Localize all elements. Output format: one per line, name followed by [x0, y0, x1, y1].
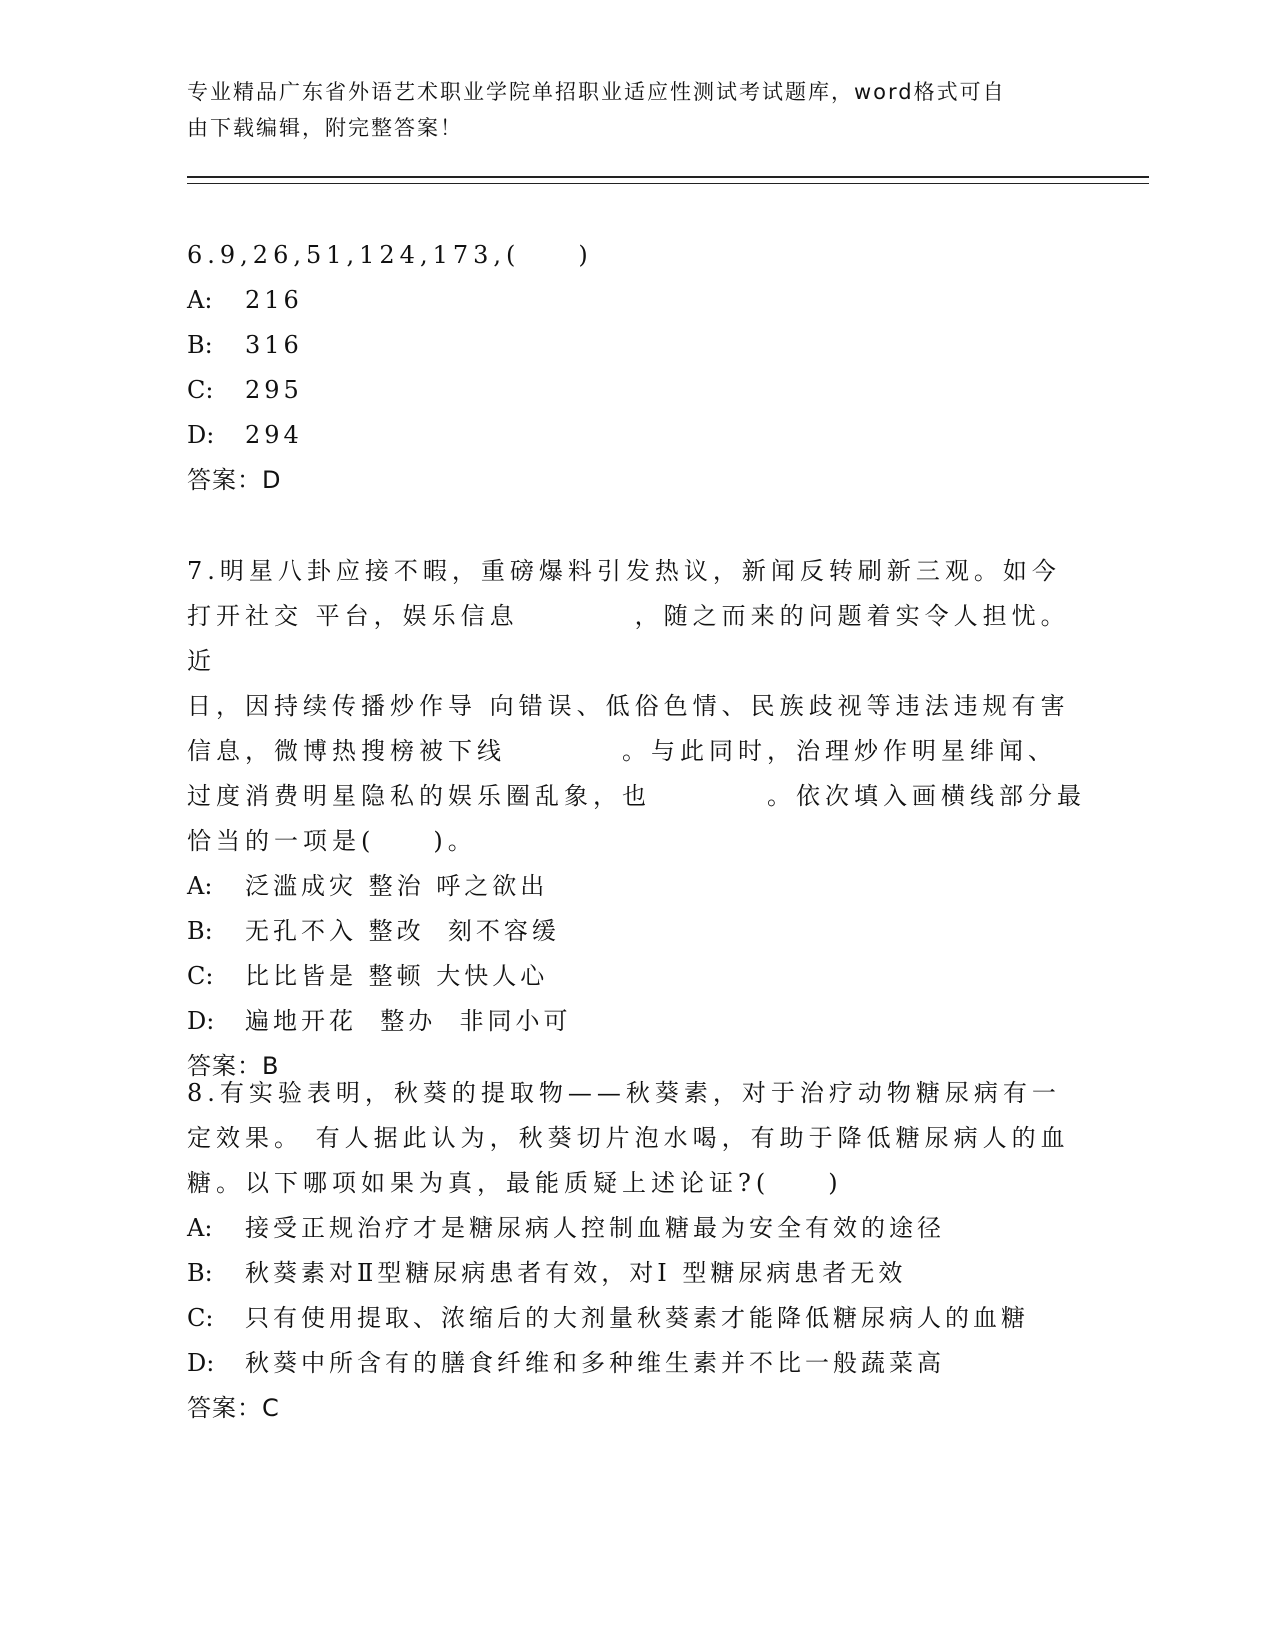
option-b	[187, 909, 1087, 954]
option-text: 秋葵素对Ⅱ型糖尿病患者有效，对Ⅰ 型糖尿病患者无效	[245, 1259, 907, 1287]
option-b	[187, 323, 1087, 368]
option-letter: A:	[187, 872, 213, 900]
header-line-1: 专业精品广东省外语艺术职业学院单招职业适应性测试考试题库，word格式可自	[187, 80, 1006, 104]
option-text: 294	[245, 421, 303, 449]
header-rule-thick	[187, 176, 1149, 178]
option-a	[187, 278, 1087, 323]
option-text: 比比皆是 整顿 大快人心	[245, 962, 549, 990]
option-text: 316	[245, 331, 303, 359]
option-letter: B:	[187, 1259, 213, 1287]
option-text: 遍地开花 整办 非同小可	[245, 1007, 572, 1035]
option-letter: D:	[187, 1349, 215, 1377]
option-letter: A:	[187, 1214, 213, 1242]
question-stem: 8.有实验表明，秋葵的提取物——秋葵素，对于治疗动物糖尿病有一 定效果。 有人据此认为，秋葵切片泡水喝，有助于降低糖尿病人的血 糖。以下哪项如果为真，最能质疑上述论证?( )	[187, 1079, 1070, 1197]
option-text: 216	[245, 286, 303, 314]
header-rule-thin	[187, 183, 1149, 184]
option-letter: C:	[187, 376, 214, 404]
question-6	[187, 233, 1087, 503]
question-8	[187, 1071, 1087, 1431]
option-a	[187, 1206, 1087, 1251]
answer-line: 答案：C	[187, 1394, 280, 1422]
option-d	[187, 1341, 1087, 1386]
option-text: 泛滥成灾 整治 呼之欲出	[245, 872, 549, 900]
option-d	[187, 413, 1087, 458]
option-text: 秋葵中所含有的膳食纤维和多种维生素并不比一般蔬菜高	[245, 1349, 945, 1377]
option-letter: B:	[187, 331, 213, 359]
option-c	[187, 1296, 1087, 1341]
option-text: 295	[245, 376, 303, 404]
option-c	[187, 368, 1087, 413]
header-line-2: 由下载编辑，附完整答案！	[187, 116, 463, 140]
document-header	[187, 74, 1067, 146]
option-letter: D:	[187, 421, 215, 449]
option-c	[187, 954, 1087, 999]
option-text: 接受正规治疗才是糖尿病人控制血糖最为安全有效的途径	[245, 1214, 945, 1242]
answer-line: 答案：B	[187, 1052, 280, 1080]
question-7	[187, 549, 1087, 1089]
option-a	[187, 864, 1087, 909]
option-letter: C:	[187, 1304, 214, 1332]
option-letter: B:	[187, 917, 213, 945]
option-b	[187, 1251, 1087, 1296]
option-d	[187, 999, 1087, 1044]
answer-line: 答案：D	[187, 466, 282, 494]
option-letter: A:	[187, 286, 213, 314]
option-text: 只有使用提取、浓缩后的大剂量秋葵素才能降低糖尿病人的血糖	[245, 1304, 1029, 1332]
question-stem: 6.9,26,51,124,173,( )	[187, 241, 593, 269]
question-stem: 7.明星八卦应接不暇，重磅爆料引发热议，新闻反转刷新三观。如今 打开社交 平台，娱乐信息 ，随之而来的问题着实令人担忧。近 日，因持续传播炒作导 向错误、低俗色情、民族歧视等违法违规有害 信息，微博热搜榜被下线 。与此同时，治理炒作明星绯闻、 过度消费明星隐私的娱乐圈乱象，也 。依次填入画横线部分最 恰当的一项是( )。	[187, 557, 1086, 855]
option-letter: D:	[187, 1007, 215, 1035]
option-letter: C:	[187, 962, 214, 990]
option-text: 无孔不入 整改 刻不容缓	[245, 917, 560, 945]
